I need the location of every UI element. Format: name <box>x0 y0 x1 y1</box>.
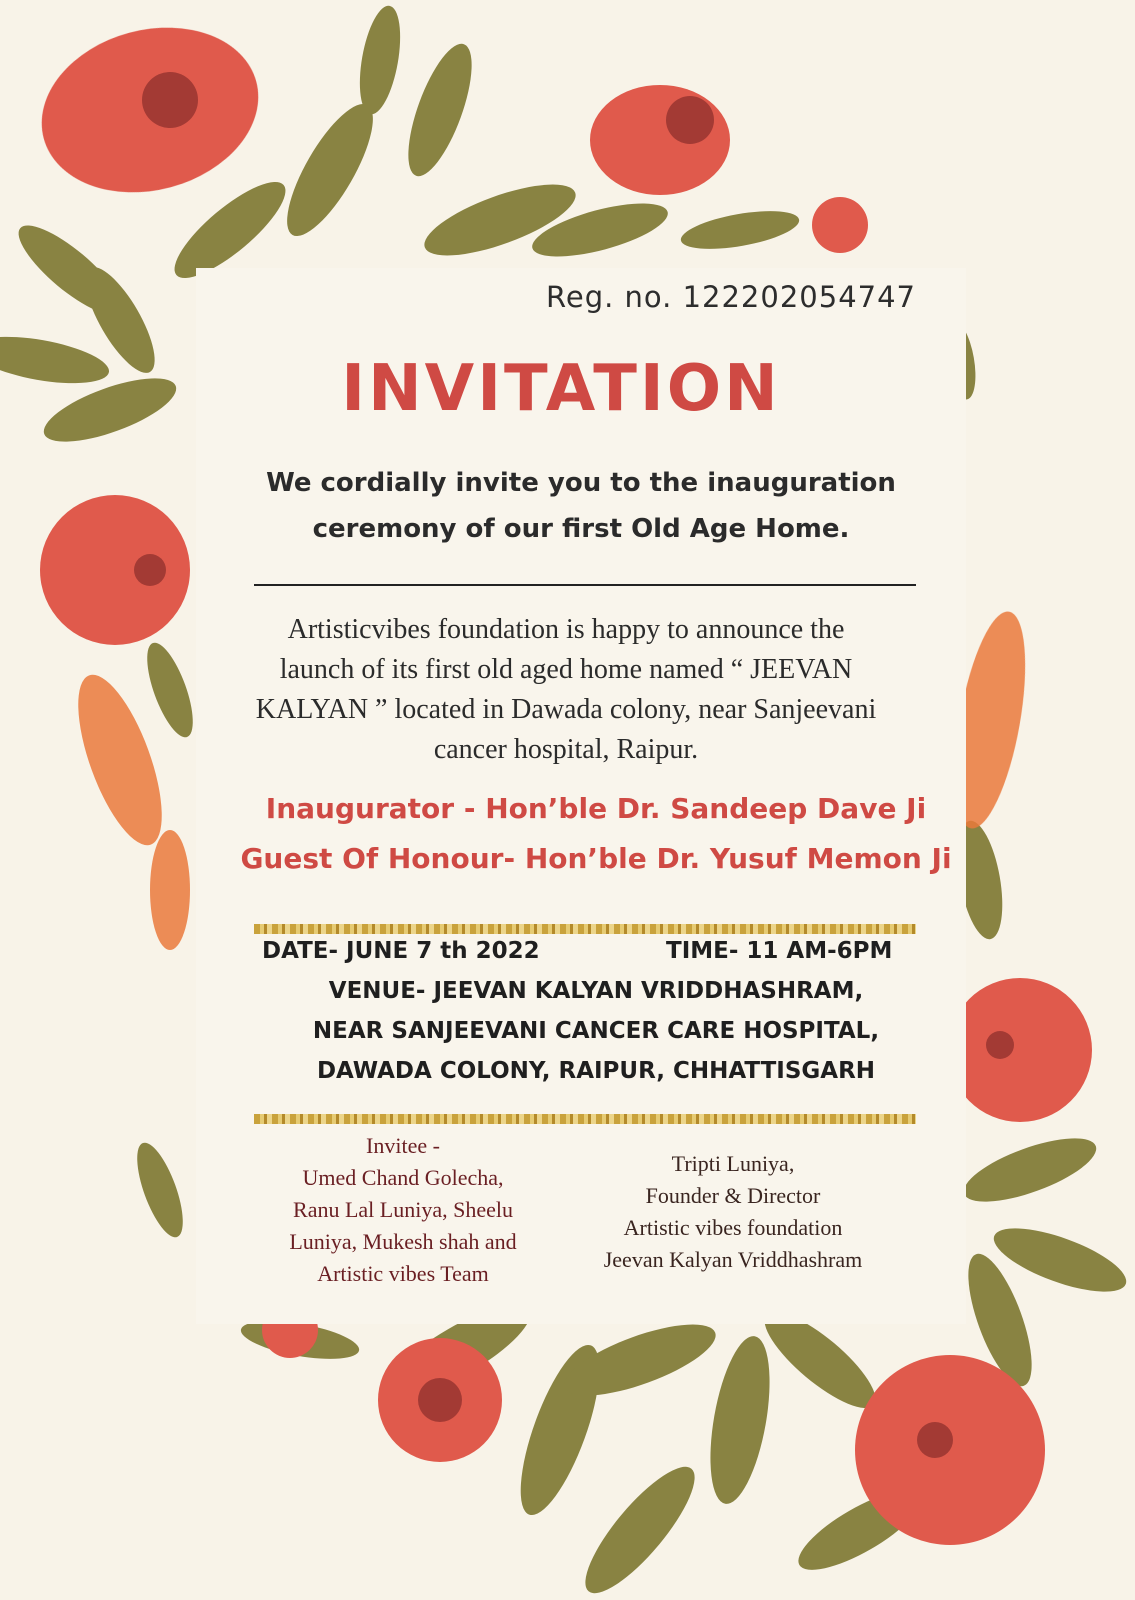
intro-line: We cordially invite you to the inauguration <box>266 468 896 498</box>
leaf-icon <box>0 328 112 392</box>
invitee-line: Luniya, Mukesh shah and <box>289 1229 517 1254</box>
invitee-line: Invitee - <box>366 1133 440 1158</box>
flower-icon <box>855 1355 1045 1545</box>
gold-divider <box>254 924 916 934</box>
leaf-icon <box>128 1138 192 1243</box>
venue-line: DAWADA COLONY, RAIPUR, CHHATTISGARH <box>316 1058 876 1084</box>
event-time: TIME- 11 AM-6PM <box>666 938 893 964</box>
announcement-text <box>196 610 936 770</box>
divider <box>254 584 916 586</box>
announcement-line: launch of its first old aged home named “ JEEVAN <box>279 654 853 685</box>
invitee-block <box>258 1130 548 1290</box>
event-date: DATE- JUNE 7 th 2022 <box>262 938 540 964</box>
founder-block <box>558 1148 908 1276</box>
inaugurator: Inaugurator - Hon’ble Dr. Sandeep Dave Ji <box>265 792 927 825</box>
flower-icon <box>40 495 190 645</box>
announcement-line: cancer hospital, Raipur. <box>433 734 699 765</box>
guest-of-honour: Guest Of Honour- Hon’ble Dr. Yusuf Memon Ji <box>240 842 952 875</box>
founder-line: Jeevan Kalyan Vriddhashram <box>603 1247 863 1272</box>
invitee-line: Ranu Lal Luniya, Sheelu <box>293 1197 513 1222</box>
leaf-icon <box>570 1453 710 1600</box>
flower-icon <box>590 85 730 195</box>
leaf-icon <box>700 1332 781 1508</box>
leaf-icon <box>138 638 202 743</box>
gold-divider <box>254 1114 916 1124</box>
invitation-card <box>196 268 966 1324</box>
venue-line: NEAR SANJEEVANI CANCER CARE HOSPITAL, <box>312 1018 880 1044</box>
intro-line: ceremony of our first Old Age Home. <box>312 514 850 544</box>
founder-line: Tripti Luniya, <box>671 1151 795 1176</box>
intro-text <box>226 460 936 552</box>
registration-number: Reg. no. 122202054747 <box>546 280 916 314</box>
leaf-icon <box>678 204 802 256</box>
announcement-line: Artisticvibes foundation is happy to announce the <box>287 614 845 645</box>
founder-line: Founder & Director <box>645 1183 821 1208</box>
leaf-icon <box>272 93 389 247</box>
orange-blossom-icon <box>150 830 190 950</box>
invitee-line: Artistic vibes Team <box>317 1261 489 1286</box>
page-title: INVITATION <box>341 352 781 426</box>
leaf-icon <box>353 3 408 118</box>
flower-icon <box>812 197 868 253</box>
leaf-icon <box>957 1125 1104 1214</box>
announcement-line: KALYAN ” located in Dawada colony, near Sanjeevani <box>255 694 877 725</box>
founder-line: Artistic vibes foundation <box>623 1215 843 1240</box>
leaf-icon <box>395 37 484 184</box>
venue-line: VENUE- JEEVAN KALYAN VRIDDHASHRAM, <box>328 978 864 1004</box>
invitee-line: Umed Chand Golecha, <box>302 1165 504 1190</box>
